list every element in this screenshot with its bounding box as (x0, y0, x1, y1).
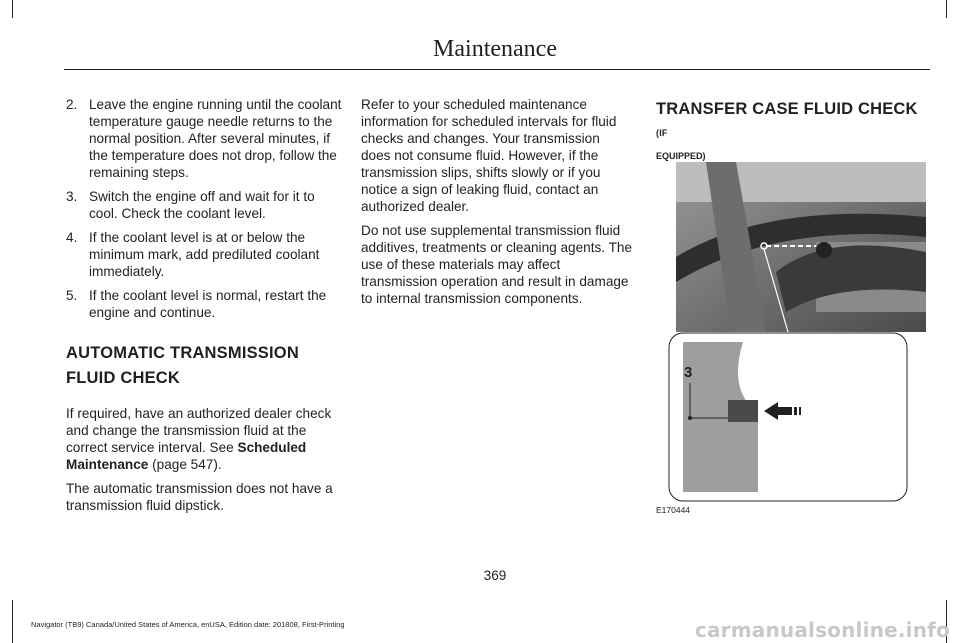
section-heading-line1: AUTOMATIC TRANSMISSION (66, 344, 299, 362)
step-number: 5. (66, 288, 78, 303)
fill-plug-detail-inset (668, 332, 908, 502)
heading-qualifier-continued: EQUIPPED) (656, 151, 706, 161)
header-divider (64, 69, 930, 70)
crop-mark-top-right (946, 0, 947, 18)
crop-mark-bottom-left (12, 600, 23, 643)
column-left (66, 96, 342, 521)
scheduled-maintenance-link[interactable]: Scheduled Maintenance (66, 440, 307, 472)
paragraph-no-dipstick: The automatic transmission does not have a transmission fluid dipstick. (66, 481, 333, 513)
paragraph-text: If required, have an authorized dealer check and change the transmission fluid at the correct service interval. See (66, 406, 332, 455)
section-heading-line2: FLUID CHECK (66, 369, 181, 387)
footer-edition-info: Navigator (TB9) Canada/United States of America, enUSA, Edition date: 201808, First-Printing (31, 620, 345, 629)
transfer-case-photo (676, 162, 926, 332)
paragraph-scheduled-intervals: Refer to your scheduled maintenance information for scheduled intervals for fluid checks and changes. Your transmission does not consume fluid. However, if the transmission slips, shifts slowly or if you notice a sign of leaking fluid, contact an authorized dealer. (361, 97, 617, 214)
crop-mark-top-left (12, 0, 13, 18)
column-right (656, 96, 926, 165)
step-number: 2. (66, 97, 78, 112)
list-item (66, 229, 342, 280)
step-number: 3. (66, 189, 78, 204)
transfer-case-figure (676, 162, 916, 502)
list-item (66, 188, 342, 222)
paragraph-dealer-check (66, 405, 342, 473)
figure-id: E170444 (656, 505, 691, 515)
step-text: Switch the engine off and wait for it to cool. Check the coolant level. (89, 189, 315, 221)
heading-qualifier: (IF (656, 128, 668, 138)
step-text: If the coolant level is at or below the minimum mark, add prediluted coolant immediately. (89, 230, 320, 279)
step-text: If the coolant level is normal, restart the engine and continue. (89, 288, 327, 320)
paragraph-no-additives: Do not use supplemental transmission fluid additives, treatments or cleaning agents. The use of these materials may affect transmission operation and result in damage to internal transmission components. (361, 223, 633, 306)
column-middle (361, 96, 633, 314)
page-number: 369 (483, 568, 507, 583)
list-item (66, 287, 342, 321)
step-text: Leave the engine running until the coolant temperature gauge needle returns to the normal position. After several minutes, if the temperature does not drop, follow the remaining steps. (89, 97, 342, 180)
section-heading-transmission (66, 341, 342, 391)
step-number: 4. (66, 230, 78, 245)
page-reference: (page 547). (148, 457, 222, 472)
coolant-steps-list (66, 96, 342, 321)
watermark: carmanualsonline.info (694, 618, 950, 642)
heading-text: TRANSFER CASE FLUID CHECK (656, 100, 918, 118)
figure-callout-number: 3 (684, 364, 693, 381)
section-heading-transfer-case (656, 98, 926, 144)
list-item (66, 96, 342, 181)
page-title: Maintenance (433, 36, 557, 62)
